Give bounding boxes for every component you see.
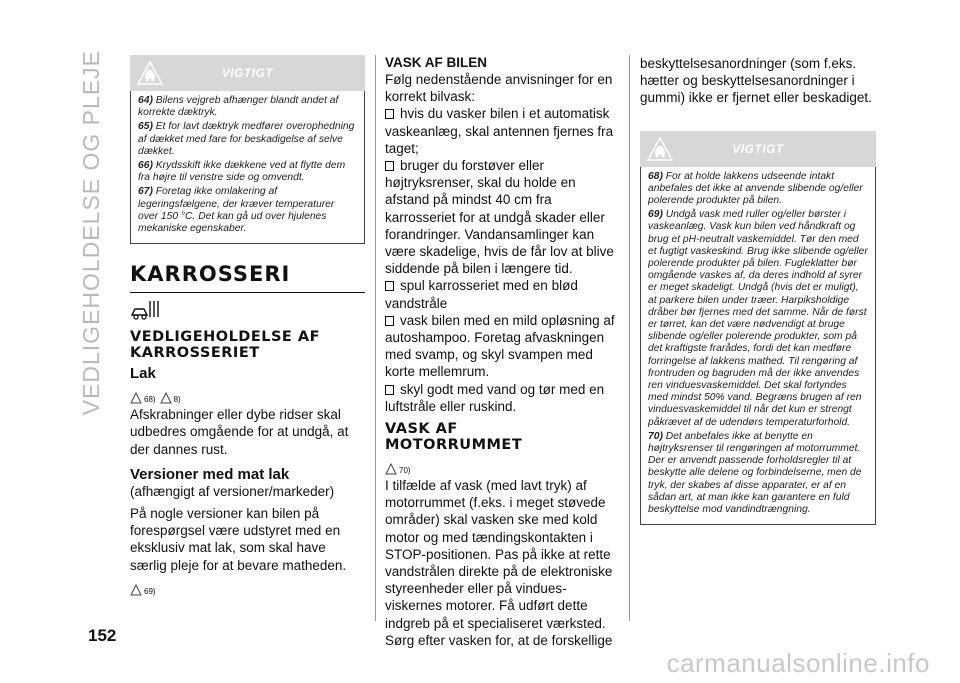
lak-text: Afskrabninger eller dybe ridser skal udbedres omgående for at undgå, at der dannes rust. xyxy=(130,407,349,457)
warning-body xyxy=(640,167,876,526)
vask-title: VASK AF BILEN xyxy=(385,55,488,70)
chapter-title: KARROSSERI xyxy=(130,262,291,287)
list-item: hvis du vasker bilen i et automatisk vaskeanlæg, skal antennen fjernes fra taget; xyxy=(385,106,614,156)
reference: 68) xyxy=(130,392,156,404)
motor-text: I tilfælde af vask (med lavt tryk) af motorrummet (f.eks. i meget støvede områder) skal vasken ske med kold motor og med tændingskontakten i STOP-positionen. Pas på ikke at rette vandstrålen direkte på de elektroniske styreenheder eller på vinduesviskernes motorer. Få udført dette indgreb på et specialiseret værksted. Sørg efter vasken for, at de forskellige xyxy=(385,478,613,648)
warning-body xyxy=(130,91,365,244)
reference: 70) xyxy=(385,463,411,475)
warning-item: 70) Det anbefales ikke at benytte en højtryksrenser til rengøringen af motorrummet. Der er anvendt passende forholdsregler til at beskytte alle delene og forbindelserne, men de tryk, der skabes af disse apparater, er af en sådan art, at man ikke kan garantere en fuld beskyttelse mod vandindtrængning. xyxy=(648,430,862,516)
warning-title: VIGTIGT xyxy=(221,66,274,80)
versioner-subtitle: (afhængigt af versioner/markeder) xyxy=(130,483,335,499)
column-right xyxy=(640,55,876,525)
bullet-icon xyxy=(385,316,394,326)
reference: 69) xyxy=(130,584,156,596)
list-item: bruger du forstøver eller højtryksrenser, skal du holde en afstand på mindst 40 cm fra karrosseriet for at undgå skader eller forandringer. Vandansamlinger kan være skadelige, hvis de får lov at blive siddende på bilen i længere tid. xyxy=(385,158,614,277)
chapter-divider xyxy=(130,292,365,293)
warning-item: 64) Bilens vejgreb afhænger blandt andet af korrekte dæktryk. xyxy=(138,95,339,119)
caution-triangle-icon xyxy=(160,392,172,404)
bullet-icon xyxy=(385,109,394,119)
list-item: skyl godt med vand og tør med en luftstråle eller ruskind. xyxy=(385,381,605,414)
warning-header xyxy=(640,131,876,167)
list-item: spul karrosseriet med en blød vandstråle xyxy=(385,278,578,311)
bullet-icon xyxy=(385,161,394,171)
vask-intro: Følg nedenstående anvisninger for en korrekt bilvask: xyxy=(385,72,613,105)
warning-item: 69) Undgå vask med ruller og/eller børster i vaskeanlæg. Vask kun bilen ved håndkraft og brug et pH-neutralt vaskemiddel. Tør den med et fugtigt vaskeskind. Brug ikke slibende og/eller polerende produkter på bilen. Fugleklatter bør omgående vaskes af, da deres indhold af syrer er meget skadeligt. Undgå (hvis det er muligt), at parkere bilen under træer. Harpiksholdige dråber bør fjernes med det samme. Når de først er tørret, kan det være nødvendigt at bruge slibende og/eller polerende produkter, som på det kraftigste frarådes, fordi det kan medføre forringelse af lakkens mathed. Til rengøring af frontruden og bagruden må der ikke anvendes ren vinduesvaskemiddel. Det skal fortyndes med mindst 50% vand. Begræns brugen af ren vinduesvaskemiddel til når det kun er strengt påkrævet af de udendørs temperaturforhold. xyxy=(648,209,868,428)
warning-box xyxy=(640,131,876,526)
bullet-icon xyxy=(385,385,394,395)
warning-box xyxy=(130,55,365,244)
side-section-header xyxy=(76,50,106,416)
page-number: 152 xyxy=(88,626,117,645)
warning-triangle-icon xyxy=(130,584,142,596)
warning-triangle-icon xyxy=(130,392,142,404)
side-section-title: VEDLIGEHOLDELSE OG PLEJE xyxy=(77,50,104,416)
list-item: vask bilen med en mild opløsning af autoshampoo. Foretag afvaskningen med svamp, og skyl svampen med korte mellemrum. xyxy=(385,312,615,380)
column-left xyxy=(130,55,365,598)
warning-title: VIGTIGT xyxy=(732,141,784,156)
motor-title: VASK AF MOTORRUMMET xyxy=(385,421,523,454)
versioner-references xyxy=(130,576,365,596)
warning-item: 65) Et for lavt dæktryk medfører overophedning af dækket med fare for beskadigelse af selve dækket. xyxy=(138,121,355,157)
continued-text: beskyttelsesanordninger (som f.eks. hætter og beskyttelsesanordninger i gummi) ikke er fjernet eller beskadiget. xyxy=(640,56,872,106)
warning-triangle-icon xyxy=(385,463,397,475)
warning-item: 68) For at holde lakkens udseende intakt anbefales det ikke at anvende slibende og/eller polerende produkter på bilen. xyxy=(648,170,863,207)
car-warning-icon xyxy=(646,135,674,163)
reference: 8) xyxy=(160,392,181,404)
warning-header xyxy=(130,55,365,91)
car-warning-icon xyxy=(136,59,164,87)
motor-references xyxy=(385,455,615,475)
column-middle xyxy=(385,55,615,649)
versioner-text: På nogle versioner kan bilen på forespørgsel være udstyret med en eksklusiv mat lak, som skal have særlig pleje for at bevare matheden. xyxy=(130,506,347,573)
section-title: VEDLIGEHOLDELSE AF KARROSSERIET xyxy=(130,329,321,361)
versioner-title: Versioner med mat lak xyxy=(130,465,290,483)
warning-item: 67) Foretag ikke omlakering af legeringsfælgene, der kræver temperaturer over 150 °C. Det kan gå ud over hjulenes mekaniske egenskaber. xyxy=(138,186,335,235)
watermark: carmanualsonline.info xyxy=(666,648,930,678)
column-divider xyxy=(375,55,376,621)
warning-item: 66) Krydsskift ikke dækkene ved at flytte dem fra højre til venstre side og omvendt. xyxy=(138,160,346,184)
column-divider xyxy=(629,55,630,621)
lak-title: Lak xyxy=(130,365,156,383)
lak-references xyxy=(130,384,365,404)
car-wash-icon xyxy=(130,299,160,321)
bullet-icon xyxy=(385,281,394,291)
